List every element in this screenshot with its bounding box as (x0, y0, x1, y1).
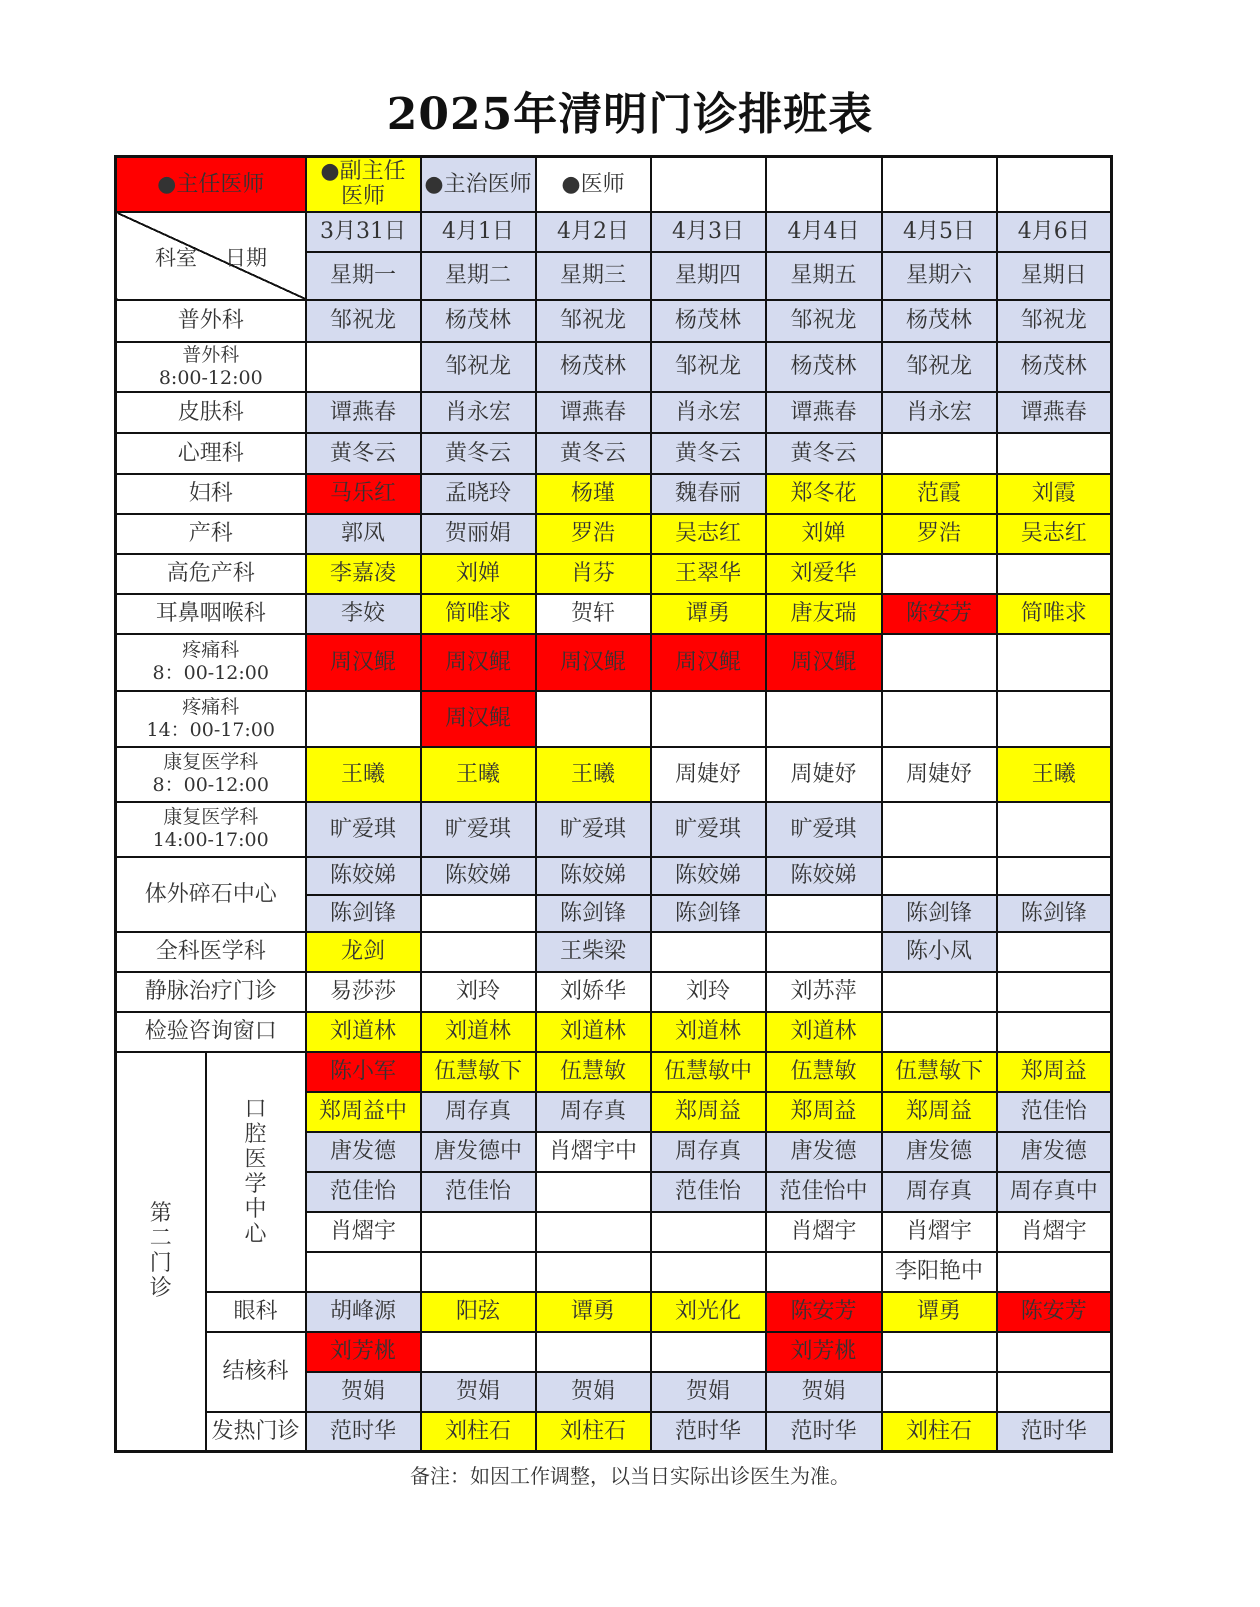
doctor-cell (306, 691, 421, 747)
doctor-cell: 陈剑锋 (536, 895, 651, 932)
doctor-cell: 孟晓玲 (421, 474, 536, 514)
doctor-cell (882, 1372, 997, 1412)
doctor-cell: 龙剑 (306, 932, 421, 972)
doctor-cell: 杨茂林 (882, 300, 997, 342)
doctor-cell (882, 433, 997, 474)
weekday-cell: 星期六 (882, 252, 997, 300)
doctor-cell: 陈姣娣 (766, 857, 882, 895)
oral-center-label: 口 腔 医 学 中 心 (206, 1052, 306, 1292)
doctor-cell: 周存真 (651, 1132, 766, 1172)
doctor-cell: 邹祝龙 (536, 300, 651, 342)
dept-label: 康复医学科 8：00-12:00 (116, 747, 306, 802)
doctor-cell: 肖熠宇 (306, 1212, 421, 1252)
doctor-cell (651, 1332, 766, 1372)
doctor-cell: 杨瑾 (536, 474, 651, 514)
doctor-cell: 罗浩 (882, 514, 997, 554)
doctor-cell: 简唯求 (421, 594, 536, 634)
doctor-cell (536, 1252, 651, 1292)
legend-attending: ●主治医师 (421, 157, 536, 212)
doctor-cell: 谭燕春 (306, 392, 421, 433)
doctor-cell: 周汉鲲 (766, 634, 882, 691)
row-lab-consult (116, 1012, 1112, 1052)
dept-label: 普外科 (116, 300, 306, 342)
date-cell: 4月4日 (766, 212, 882, 252)
doctor-cell: 陈安芳 (766, 1292, 882, 1332)
doctor-cell: 黄冬云 (651, 433, 766, 474)
dept-label: 妇科 (116, 474, 306, 514)
doctor-cell: 刘娇华 (536, 972, 651, 1012)
doctor-cell (306, 342, 421, 392)
doctor-cell: 谭燕春 (536, 392, 651, 433)
doctor-cell (651, 691, 766, 747)
schedule-table (114, 155, 1113, 1453)
doctor-cell: 黄冬云 (421, 433, 536, 474)
doctor-cell: 杨茂林 (536, 342, 651, 392)
doctor-cell (651, 1252, 766, 1292)
doctor-cell: 魏春丽 (651, 474, 766, 514)
doctor-cell (997, 802, 1112, 857)
doctor-cell: 刘道林 (766, 1012, 882, 1052)
doctor-cell: 范霞 (882, 474, 997, 514)
doctor-cell: 旷爱琪 (766, 802, 882, 857)
row-tb-1 (116, 1332, 1112, 1372)
doctor-cell (882, 1012, 997, 1052)
doctor-cell: 周汉鲲 (306, 634, 421, 691)
doctor-cell: 郑周益 (882, 1092, 997, 1132)
doctor-cell: 胡峰源 (306, 1292, 421, 1332)
doctor-cell (997, 691, 1112, 747)
doctor-cell (882, 634, 997, 691)
date-cell: 4月5日 (882, 212, 997, 252)
row-general-practice (116, 932, 1112, 972)
doctor-cell: 刘道林 (536, 1012, 651, 1052)
dept-label: 高危产科 (116, 554, 306, 594)
dept-label: 体外碎石中心 (116, 857, 306, 932)
doctor-cell (421, 1252, 536, 1292)
date-cell: 4月2日 (536, 212, 651, 252)
row-pain-am (116, 634, 1112, 691)
doctor-cell: 刘芳桃 (306, 1332, 421, 1372)
doctor-cell: 刘婵 (766, 514, 882, 554)
weekday-cell: 星期三 (536, 252, 651, 300)
doctor-cell: 郭凤 (306, 514, 421, 554)
legend-row (116, 157, 1112, 212)
doctor-cell: 范佳怡 (997, 1092, 1112, 1132)
doctor-cell: 王曦 (997, 747, 1112, 802)
doctor-cell: 谭勇 (536, 1292, 651, 1332)
date-cell: 3月31日 (306, 212, 421, 252)
row-obstetrics (116, 514, 1112, 554)
doctor-cell: 陈姣娣 (421, 857, 536, 895)
doctor-cell (997, 634, 1112, 691)
doctor-cell: 唐发德 (306, 1132, 421, 1172)
row-ent (116, 594, 1112, 634)
dept-label: 检验咨询窗口 (116, 1012, 306, 1052)
doctor-cell (997, 1252, 1112, 1292)
doctor-cell: 贺娟 (536, 1372, 651, 1412)
dept-label: 眼科 (206, 1292, 306, 1332)
doctor-cell: 王曦 (306, 747, 421, 802)
doctor-cell: 陈姣娣 (306, 857, 421, 895)
doctor-cell: 旷爱琪 (651, 802, 766, 857)
doctor-cell: 陈剑锋 (882, 895, 997, 932)
doctor-cell: 刘霞 (997, 474, 1112, 514)
dept-label: 疼痛科 8：00-12:00 (116, 634, 306, 691)
doctor-cell: 马乐红 (306, 474, 421, 514)
weekday-cell: 星期五 (766, 252, 882, 300)
doctor-cell: 肖永宏 (651, 392, 766, 433)
row-iv-therapy (116, 972, 1112, 1012)
row-high-risk-ob (116, 554, 1112, 594)
doctor-cell: 黄冬云 (536, 433, 651, 474)
doctor-cell: 杨茂林 (421, 300, 536, 342)
doctor-cell: 陈安芳 (997, 1292, 1112, 1332)
corner-dept-label: 科室 (155, 245, 197, 270)
doctor-cell: 周汉鲲 (421, 691, 536, 747)
footnote: 备注：如因工作调整，以当日实际出诊医生为准。 (410, 1464, 850, 1488)
doctor-cell (536, 1332, 651, 1372)
doctor-cell: 简唯求 (997, 594, 1112, 634)
dept-label: 皮肤科 (116, 392, 306, 433)
doctor-cell: 郑周益 (997, 1052, 1112, 1092)
doctor-cell: 范时华 (997, 1412, 1112, 1452)
row-oral-1 (116, 1052, 1112, 1092)
doctor-cell: 周汉鲲 (651, 634, 766, 691)
doctor-cell: 陈剑锋 (651, 895, 766, 932)
doctor-cell (882, 857, 997, 895)
doctor-cell: 旷爱琪 (536, 802, 651, 857)
page-title: 2025年清明门诊排班表 (386, 89, 874, 140)
doctor-cell: 杨茂林 (766, 342, 882, 392)
doctor-cell: 周存真 (536, 1092, 651, 1132)
doctor-cell (536, 1212, 651, 1252)
doctor-cell: 刘道林 (421, 1012, 536, 1052)
dept-label: 心理科 (116, 433, 306, 474)
doctor-cell (421, 932, 536, 972)
doctor-cell: 邹祝龙 (421, 342, 536, 392)
dept-label: 静脉治疗门诊 (116, 972, 306, 1012)
doctor-cell: 郑周益中 (306, 1092, 421, 1132)
doctor-cell: 肖芬 (536, 554, 651, 594)
doctor-cell: 唐发德 (997, 1132, 1112, 1172)
doctor-cell: 刘柱石 (536, 1412, 651, 1452)
doctor-cell (882, 802, 997, 857)
doctor-cell: 肖永宏 (882, 392, 997, 433)
dept-label: 耳鼻咽喉科 (116, 594, 306, 634)
doctor-cell: 伍慧敏下 (421, 1052, 536, 1092)
doctor-cell: 旷爱琪 (306, 802, 421, 857)
row-ophthalmology (116, 1292, 1112, 1332)
doctor-cell: 贺轩 (536, 594, 651, 634)
doctor-cell: 旷爱琪 (421, 802, 536, 857)
doctor-cell: 周汉鲲 (421, 634, 536, 691)
corner-header (116, 212, 306, 300)
row-lithotripsy-1 (116, 857, 1112, 895)
doctor-cell: 罗浩 (536, 514, 651, 554)
doctor-cell: 贺娟 (766, 1372, 882, 1412)
doctor-cell: 陈姣娣 (651, 857, 766, 895)
dept-label: 产科 (116, 514, 306, 554)
doctor-cell: 范佳怡 (306, 1172, 421, 1212)
doctor-cell: 范佳怡 (651, 1172, 766, 1212)
doctor-cell: 周存真中 (997, 1172, 1112, 1212)
doctor-cell (421, 1332, 536, 1372)
doctor-cell: 唐发德 (766, 1132, 882, 1172)
legend-chief: ●主任医师 (116, 157, 306, 212)
doctor-cell: 邹祝龙 (651, 342, 766, 392)
doctor-cell: 陈剑锋 (997, 895, 1112, 932)
doctor-cell: 刘柱石 (882, 1412, 997, 1452)
doctor-cell: 邹祝龙 (766, 300, 882, 342)
doctor-cell (997, 972, 1112, 1012)
doctor-cell (766, 691, 882, 747)
doctor-cell: 周婕妤 (651, 747, 766, 802)
doctor-cell: 陈剑锋 (306, 895, 421, 932)
doctor-cell: 杨茂林 (997, 342, 1112, 392)
doctor-cell: 郑周益 (766, 1092, 882, 1132)
doctor-cell: 周汉鲲 (536, 634, 651, 691)
doctor-cell (997, 857, 1112, 895)
doctor-cell: 肖熠宇 (882, 1212, 997, 1252)
doctor-cell (306, 1252, 421, 1292)
doctor-cell: 刘道林 (306, 1012, 421, 1052)
legend-associate: ●副主任 医师 (306, 157, 421, 212)
date-cell: 4月1日 (421, 212, 536, 252)
doctor-cell: 易莎莎 (306, 972, 421, 1012)
doctor-cell: 邹祝龙 (997, 300, 1112, 342)
doctor-cell: 伍慧敏下 (882, 1052, 997, 1092)
doctor-cell: 唐发德 (882, 1132, 997, 1172)
doctor-cell: 范时华 (651, 1412, 766, 1452)
doctor-cell: 谭勇 (651, 594, 766, 634)
doctor-cell: 王曦 (536, 747, 651, 802)
doctor-cell: 王柴梁 (536, 932, 651, 972)
doctor-cell (421, 1212, 536, 1252)
doctor-cell: 贺娟 (651, 1372, 766, 1412)
doctor-cell: 刘爱华 (766, 554, 882, 594)
doctor-cell: 肖熠宇 (766, 1212, 882, 1252)
doctor-cell: 黄冬云 (766, 433, 882, 474)
doctor-cell: 王翠华 (651, 554, 766, 594)
doctor-cell: 肖熠宇 (997, 1212, 1112, 1252)
doctor-cell (536, 1172, 651, 1212)
doctor-cell: 刘芳桃 (766, 1332, 882, 1372)
doctor-cell (882, 554, 997, 594)
doctor-cell: 唐友瑞 (766, 594, 882, 634)
doctor-cell (882, 1332, 997, 1372)
doctor-cell: 伍慧敏 (536, 1052, 651, 1092)
doctor-cell: 刘苏萍 (766, 972, 882, 1012)
date-cell: 4月6日 (997, 212, 1112, 252)
doctor-cell: 陈姣娣 (536, 857, 651, 895)
doctor-cell: 范时华 (766, 1412, 882, 1452)
row-general-surgery (116, 300, 1112, 342)
doctor-cell: 李嘉凌 (306, 554, 421, 594)
doctor-cell (421, 895, 536, 932)
doctor-cell: 陈小军 (306, 1052, 421, 1092)
doctor-cell: 伍慧敏中 (651, 1052, 766, 1092)
doctor-cell (997, 1332, 1112, 1372)
weekday-cell: 星期一 (306, 252, 421, 300)
doctor-cell (997, 1372, 1112, 1412)
doctor-cell: 谭燕春 (766, 392, 882, 433)
doctor-cell: 唐发德中 (421, 1132, 536, 1172)
doctor-cell: 王曦 (421, 747, 536, 802)
doctor-cell: 范时华 (306, 1412, 421, 1452)
doctor-cell: 肖熠宇中 (536, 1132, 651, 1172)
doctor-cell (997, 1012, 1112, 1052)
doctor-cell: 黄冬云 (306, 433, 421, 474)
doctor-cell: 贺娟 (421, 1372, 536, 1412)
doctor-cell: 范佳怡 (421, 1172, 536, 1212)
row-general-surgery-am (116, 342, 1112, 392)
doctor-cell (766, 895, 882, 932)
doctor-cell: 肖永宏 (421, 392, 536, 433)
doctor-cell: 陈小凤 (882, 932, 997, 972)
doctor-cell: 阳弦 (421, 1292, 536, 1332)
doctor-cell: 刘玲 (651, 972, 766, 1012)
doctor-cell: 郑冬花 (766, 474, 882, 514)
row-gynecology (116, 474, 1112, 514)
doctor-cell: 周婕妤 (766, 747, 882, 802)
row-psychology (116, 433, 1112, 474)
dept-label: 结核科 (206, 1332, 306, 1412)
row-fever-clinic (116, 1412, 1112, 1452)
doctor-cell (766, 1252, 882, 1292)
dept-label: 普外科 8:00-12:00 (116, 342, 306, 392)
doctor-cell (882, 691, 997, 747)
dept-label: 康复医学科 14:00-17:00 (116, 802, 306, 857)
doctor-cell (536, 691, 651, 747)
doctor-cell (766, 932, 882, 972)
doctor-cell: 谭勇 (882, 1292, 997, 1332)
dept-label: 全科医学科 (116, 932, 306, 972)
dept-label: 发热门诊 (206, 1412, 306, 1452)
date-cell: 4月3日 (651, 212, 766, 252)
doctor-cell: 刘道林 (651, 1012, 766, 1052)
row-rehab-am (116, 747, 1112, 802)
row-dermatology (116, 392, 1112, 433)
doctor-cell: 贺丽娟 (421, 514, 536, 554)
doctor-cell (997, 932, 1112, 972)
doctor-cell: 邹祝龙 (882, 342, 997, 392)
row-rehab-pm (116, 802, 1112, 857)
second-clinic-label: 第 二 门 诊 (116, 1052, 206, 1452)
doctor-cell: 邹祝龙 (306, 300, 421, 342)
doctor-cell: 李姣 (306, 594, 421, 634)
doctor-cell: 刘柱石 (421, 1412, 536, 1452)
row-pain-pm (116, 691, 1112, 747)
doctor-cell: 吴志红 (651, 514, 766, 554)
legend-resident: ●医师 (536, 157, 651, 212)
weekday-cell: 星期四 (651, 252, 766, 300)
doctor-cell (997, 554, 1112, 594)
doctor-cell: 刘光化 (651, 1292, 766, 1332)
weekday-cell: 星期日 (997, 252, 1112, 300)
doctor-cell (651, 932, 766, 972)
dept-label: 疼痛科 14：00-17:00 (116, 691, 306, 747)
doctor-cell: 刘婵 (421, 554, 536, 594)
doctor-cell: 范佳怡中 (766, 1172, 882, 1212)
doctor-cell: 杨茂林 (651, 300, 766, 342)
doctor-cell (651, 1212, 766, 1252)
date-row (116, 212, 1112, 252)
doctor-cell: 郑周益 (651, 1092, 766, 1132)
doctor-cell: 周存真 (882, 1172, 997, 1212)
doctor-cell: 陈安芳 (882, 594, 997, 634)
doctor-cell: 刘玲 (421, 972, 536, 1012)
doctor-cell: 吴志红 (997, 514, 1112, 554)
doctor-cell (997, 433, 1112, 474)
doctor-cell: 贺娟 (306, 1372, 421, 1412)
doctor-cell: 周存真 (421, 1092, 536, 1132)
doctor-cell: 谭燕春 (997, 392, 1112, 433)
weekday-cell: 星期二 (421, 252, 536, 300)
doctor-cell: 李阳艳中 (882, 1252, 997, 1292)
corner-date-label: 日期 (225, 245, 267, 270)
doctor-cell: 伍慧敏 (766, 1052, 882, 1092)
doctor-cell: 周婕妤 (882, 747, 997, 802)
doctor-cell (882, 972, 997, 1012)
